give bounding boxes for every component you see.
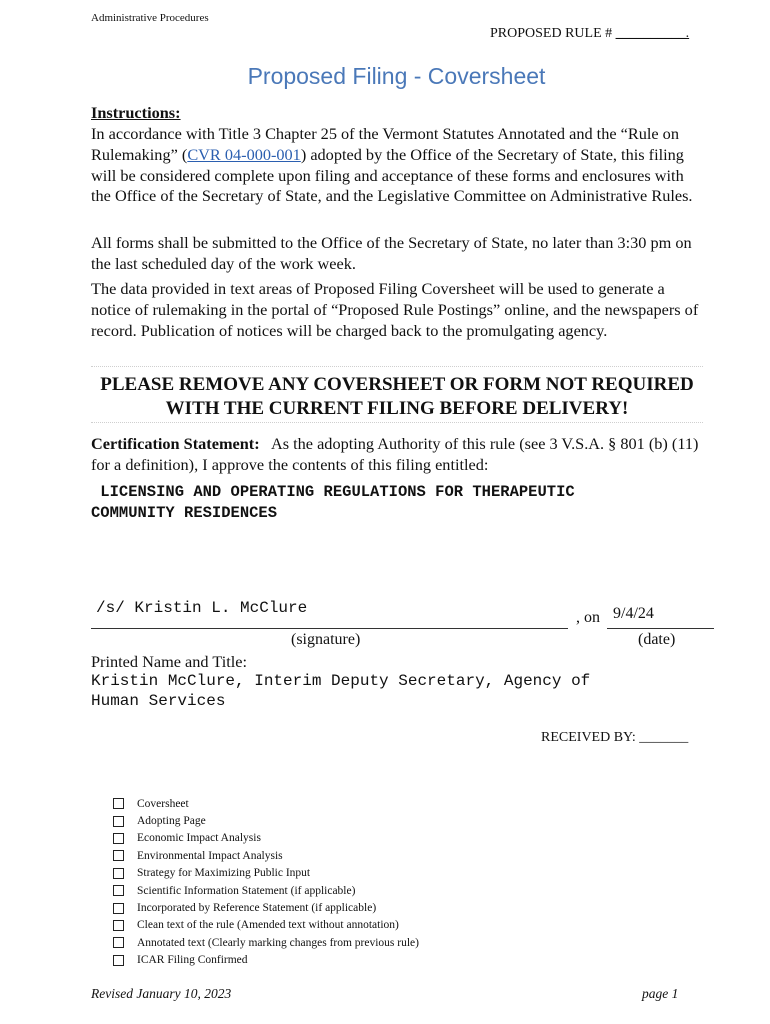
page-title: Proposed Filing - Coversheet xyxy=(247,63,546,89)
checklist-item xyxy=(113,865,419,882)
footer-page-number: page 1 xyxy=(642,986,679,1001)
date-line xyxy=(607,628,714,629)
instructions-p1-text: In accordance with Title 3 Chapter 25 of the Vermont Statutes Annotated and the “Rule on Rulemaking” ( xyxy=(91,124,679,164)
rule-title-field[interactable]: LICENSING AND OPERATING REGULATIONS FOR THERAPEUTIC COMMUNITY RESIDENCES xyxy=(91,483,575,522)
header-section-title: Administrative Procedures xyxy=(91,12,209,24)
rule-number-blank: __________. xyxy=(615,26,690,41)
checklist-item xyxy=(113,952,419,969)
instructions-paragraph-3: The data provided in text areas of Proposed Filing Coversheet will be used to generate a notice of rulemaking in the portal of “Proposed Rule Postings” online, and the newspapers of record. Publication of notices will be charged back to the promulgating agency. xyxy=(91,279,699,340)
received-by: RECEIVED BY: _______ xyxy=(541,730,689,745)
checkbox[interactable] xyxy=(113,903,124,914)
divider-bottom xyxy=(91,422,703,423)
checklist-item-label: Scientific Information Statement (if applicable) xyxy=(137,884,356,897)
checklist-item-label: Adopting Page xyxy=(137,815,206,828)
checklist-item-label: Annotated text (Clearly marking changes from previous rule) xyxy=(137,936,419,949)
checkbox[interactable] xyxy=(113,798,124,809)
checkbox[interactable] xyxy=(113,816,124,827)
date-label: (date) xyxy=(638,631,676,648)
cvr-link[interactable]: CVR 04-000-001 xyxy=(187,144,301,164)
checkbox[interactable] xyxy=(113,955,124,966)
checkbox[interactable] xyxy=(113,850,124,861)
checklist-item xyxy=(113,882,419,899)
instructions-paragraph-2: All forms shall be submitted to the Office of the Secretary of State, no later than 3:30 pm on the last scheduled day of the work week. xyxy=(91,233,692,273)
checklist-item xyxy=(113,847,419,864)
certification-statement xyxy=(91,434,703,476)
printed-name-field[interactable]: Kristin McClure, Interim Deputy Secretary, Agency of Human Services xyxy=(91,672,591,710)
checklist-item xyxy=(113,812,419,829)
checklist-item xyxy=(113,934,419,951)
removal-warning: PLEASE REMOVE ANY COVERSHEET OR FORM NOT REQUIRED WITH THE CURRENT FILING BEFORE DELIVERY! xyxy=(100,374,694,419)
checklist-item-label: ICAR Filing Confirmed xyxy=(137,954,248,967)
checklist-item xyxy=(113,917,419,934)
footer-revised: Revised January 10, 2023 xyxy=(91,986,232,1001)
signature-label: (signature) xyxy=(291,631,361,648)
checklist-item xyxy=(113,795,419,812)
enclosure-checklist xyxy=(113,795,419,969)
checklist-item-label: Coversheet xyxy=(137,797,189,810)
certification-text: As the adopting Authority of this rule (see 3 V.S.A. § 801 (b) (11) for a definition), I approve the contents of this filing entitled: xyxy=(91,434,699,474)
checklist-item-label: Incorporated by Reference Statement (if applicable) xyxy=(137,902,377,915)
signature-line xyxy=(91,628,568,629)
checkbox[interactable] xyxy=(113,868,124,879)
checklist-item-label: Economic Impact Analysis xyxy=(137,832,261,845)
checklist-item xyxy=(113,899,419,916)
checkbox[interactable] xyxy=(113,920,124,931)
printed-name-label: Printed Name and Title: xyxy=(91,652,248,671)
checkbox[interactable] xyxy=(113,833,124,844)
checkbox[interactable] xyxy=(113,885,124,896)
proposed-rule-number xyxy=(490,26,689,42)
certification-label: Certification Statement: xyxy=(91,434,260,453)
instructions-p1-text-end: ) adopted by the Office of the Secretary of State, this filing will be considered complete upon filing and acceptance of these forms and enclosures with the Office of the Secretary of State, and the Legislative Committee on Administrative Rules. xyxy=(91,144,693,206)
checklist-item-label: Environmental Impact Analysis xyxy=(137,849,283,862)
checklist-item-label: Strategy for Maximizing Public Input xyxy=(137,867,311,880)
instructions-paragraph-1 xyxy=(91,124,703,207)
divider-top xyxy=(91,366,703,367)
checklist-item-label: Clean text of the rule (Amended text without annotation) xyxy=(137,919,399,932)
rule-number-label: PROPOSED RULE # xyxy=(490,26,613,41)
on-text: , on xyxy=(576,609,600,626)
signature-field[interactable]: /s/ Kristin L. McClure xyxy=(96,599,308,617)
checklist-item xyxy=(113,830,419,847)
checkbox[interactable] xyxy=(113,937,124,948)
instructions-label: Instructions: xyxy=(91,103,181,122)
date-field[interactable]: 9/4/24 xyxy=(613,605,654,622)
